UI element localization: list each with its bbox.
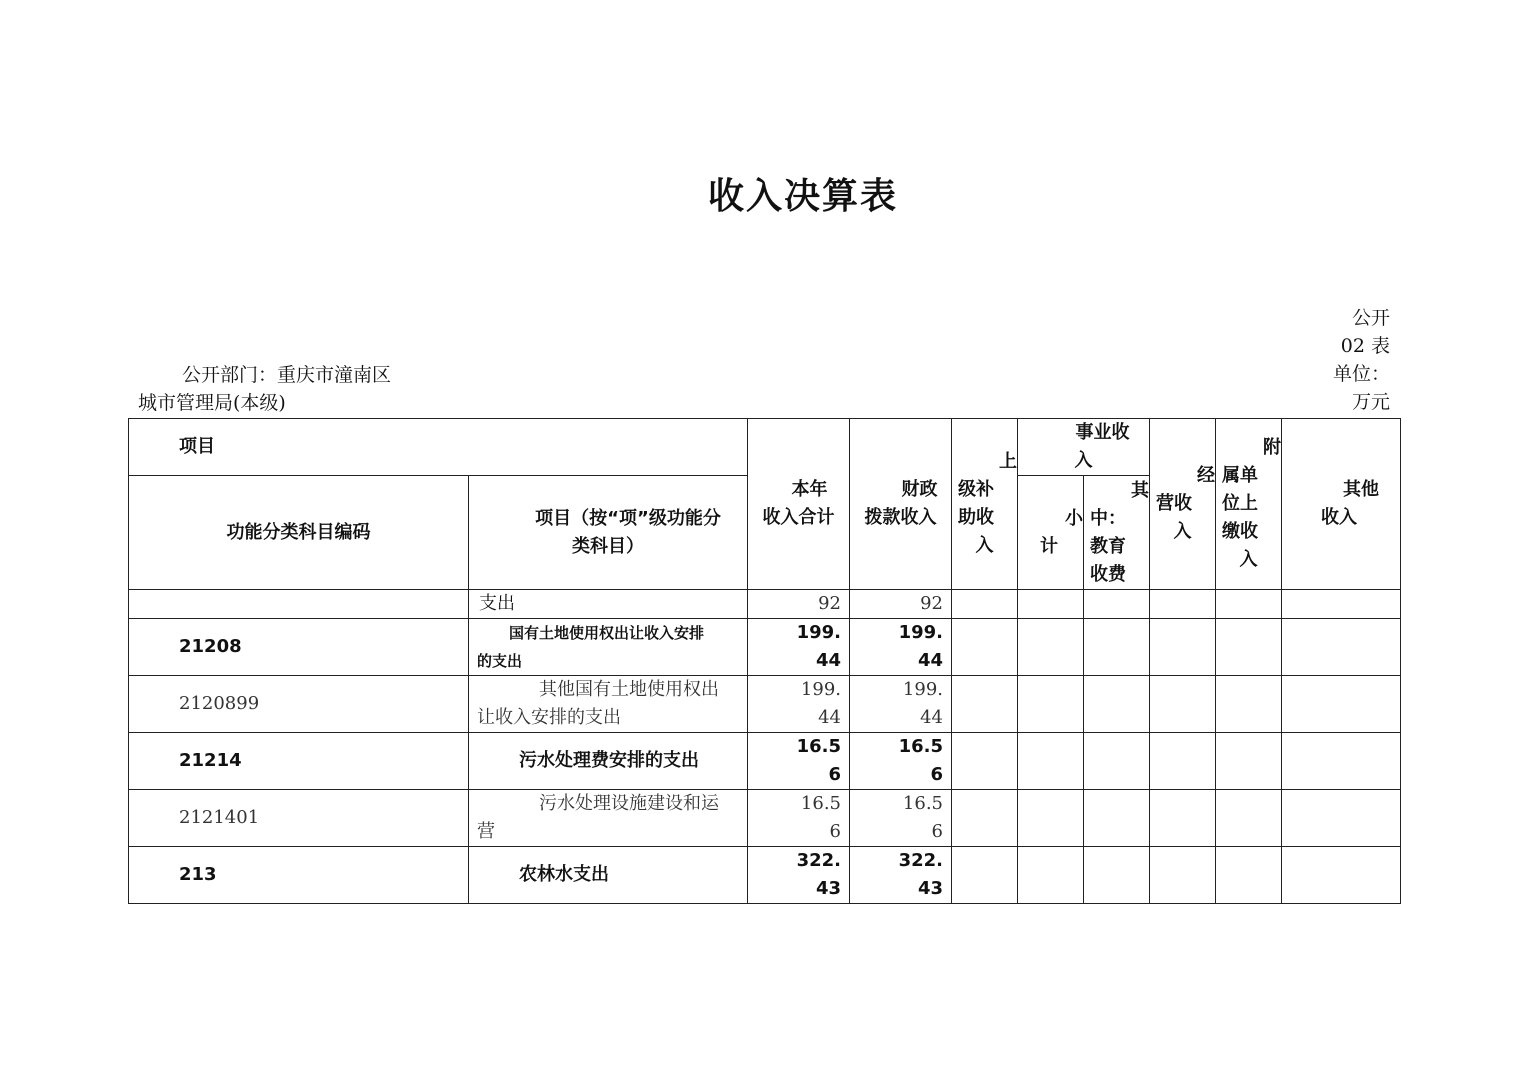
empty-cell — [1150, 619, 1216, 676]
name-line2: 营 — [477, 821, 495, 842]
empty-cell — [1150, 847, 1216, 904]
fiscal-line2: 44 — [920, 707, 943, 728]
department-line1: 公开部门：重庆市潼南区 — [182, 364, 392, 386]
empty-cell — [1084, 790, 1150, 847]
income-table — [128, 418, 1401, 904]
empty-cell — [952, 619, 1018, 676]
header-career-line2: 入 — [1074, 450, 1093, 471]
empty-cell — [1150, 676, 1216, 733]
table-row — [129, 676, 1401, 733]
total-line1: 322. — [796, 850, 841, 871]
empty-cell — [1084, 676, 1150, 733]
header-affiliated-line2: 属单 — [1222, 465, 1258, 486]
empty-cell — [1018, 847, 1084, 904]
header-edu-line3: 教育 — [1090, 535, 1126, 557]
table-row — [129, 847, 1401, 904]
total-line2: 6 — [829, 821, 841, 842]
empty-cell — [1216, 676, 1282, 733]
empty-cell — [952, 847, 1018, 904]
empty-cell — [1216, 790, 1282, 847]
header-affiliated — [1216, 419, 1282, 590]
fiscal-line2: 44 — [917, 650, 943, 671]
empty-cell — [952, 790, 1018, 847]
header-superior-line1: 上 — [999, 451, 1017, 472]
header-total — [748, 419, 850, 590]
table-row — [129, 733, 1401, 790]
empty-cell — [1150, 733, 1216, 790]
name-cell: 污水处理费安排的支出 — [469, 733, 748, 790]
header-edu — [1084, 476, 1150, 590]
total-line1: 199. — [796, 622, 841, 643]
header-edu-line2: 中： — [1090, 507, 1126, 529]
name-cell — [469, 676, 748, 733]
header-business-line3: 入 — [1173, 521, 1192, 542]
header-code: 功能分类科目编码 — [129, 476, 469, 590]
name-line1: 其他国有土地使用权出 — [539, 679, 719, 700]
total-cell — [748, 847, 850, 904]
empty-cell — [1084, 847, 1150, 904]
empty-cell — [952, 733, 1018, 790]
unit-line1: 单位： — [1332, 363, 1390, 385]
header-total-line1: 本年 — [791, 479, 828, 500]
header-affiliated-line5: 入 — [1239, 549, 1258, 570]
header-row-1 — [129, 419, 1401, 476]
header-business-line2: 营收 — [1156, 493, 1192, 514]
empty-cell — [1018, 676, 1084, 733]
header-superior — [952, 419, 1018, 590]
empty-cell — [1216, 733, 1282, 790]
code-cell: 213 — [129, 847, 469, 904]
header-total-line2: 收入合计 — [762, 507, 835, 528]
total-line2: 6 — [828, 764, 841, 785]
name-line2: 的支出 — [477, 652, 523, 670]
empty-cell — [1018, 619, 1084, 676]
empty-cell — [1216, 619, 1282, 676]
empty-cell — [1282, 619, 1401, 676]
code-cell — [129, 590, 469, 619]
table-row — [129, 590, 1401, 619]
header-name-line1: 项目（按“项”级功能分 — [535, 507, 721, 529]
header-fiscal-line2: 拨款收入 — [864, 507, 937, 528]
empty-cell — [1282, 676, 1401, 733]
fiscal-line2: 43 — [917, 878, 943, 899]
header-career-line1: 事业收 — [1075, 422, 1130, 443]
total-cell: 92 — [748, 590, 850, 619]
empty-cell — [952, 676, 1018, 733]
name-line2: 让收入安排的支出 — [477, 707, 621, 728]
fiscal-cell — [850, 676, 952, 733]
page-title: 收入决算表 — [707, 176, 898, 217]
fiscal-cell — [850, 619, 952, 676]
header-subtotal-line1: 小 — [1065, 507, 1083, 529]
total-cell — [748, 733, 850, 790]
header-project: 项目 — [129, 419, 748, 476]
header-subtotal — [1018, 476, 1084, 590]
fiscal-cell — [850, 790, 952, 847]
name-line1: 支出 — [479, 593, 515, 614]
code-cell: 2121401 — [129, 790, 469, 847]
total-line2: 44 — [818, 707, 841, 728]
fiscal-line1: 199. — [902, 679, 943, 700]
empty-cell — [1018, 733, 1084, 790]
name-line1: 国有土地使用权出让收入安排 — [509, 624, 705, 642]
empty-cell — [1018, 790, 1084, 847]
total-cell — [748, 619, 850, 676]
fiscal-cell — [850, 733, 952, 790]
name-cell: 农林水支出 — [469, 847, 748, 904]
empty-cell — [1216, 847, 1282, 904]
header-other — [1282, 419, 1401, 590]
total-cell — [748, 676, 850, 733]
header-affiliated-line1: 附 — [1263, 437, 1281, 458]
empty-cell — [1282, 847, 1401, 904]
header-business — [1150, 419, 1216, 590]
name-cell — [469, 619, 748, 676]
empty-cell — [1084, 733, 1150, 790]
total-line1: 199. — [800, 679, 841, 700]
empty-cell — [1282, 790, 1401, 847]
empty-cell — [1282, 590, 1401, 619]
fiscal-cell — [850, 847, 952, 904]
header-fiscal — [850, 419, 952, 590]
header-business-line1: 经 — [1197, 465, 1215, 486]
header-superior-line2: 级补 — [958, 479, 994, 500]
header-other-line2: 收入 — [1321, 507, 1357, 528]
code-cell: 2120899 — [129, 676, 469, 733]
fiscal-line1: 16.5 — [898, 736, 943, 757]
header-superior-line4: 入 — [975, 535, 994, 556]
empty-cell — [1282, 733, 1401, 790]
header-edu-line1: 其 — [1131, 479, 1149, 501]
header-fiscal-line1: 财政 — [901, 479, 938, 500]
header-affiliated-line4: 缴收 — [1222, 521, 1258, 542]
empty-cell — [1216, 590, 1282, 619]
fiscal-line1: 16.5 — [902, 793, 943, 814]
empty-cell — [1150, 790, 1216, 847]
header-name-line2: 类科目） — [572, 535, 644, 557]
empty-cell — [1150, 590, 1216, 619]
header-superior-line3: 助收 — [958, 507, 994, 528]
total-line1: 16.5 — [800, 793, 841, 814]
header-edu-line4: 收费 — [1090, 563, 1126, 585]
department-line2: 城市管理局(本级) — [138, 392, 286, 414]
header-affiliated-line3: 位上 — [1222, 493, 1258, 514]
total-line2: 43 — [815, 878, 841, 899]
table-row — [129, 790, 1401, 847]
fiscal-line1: 322. — [898, 850, 943, 871]
code-cell: 21208 — [129, 619, 469, 676]
total-line1: 16.5 — [796, 736, 841, 757]
header-name — [469, 476, 748, 590]
department-info — [138, 361, 438, 417]
fiscal-line1: 199. — [898, 622, 943, 643]
total-cell — [748, 790, 850, 847]
fiscal-line2: 6 — [931, 821, 943, 842]
fiscal-line2: 6 — [930, 764, 943, 785]
header-subtotal-line2: 计 — [1040, 535, 1058, 557]
name-cell — [469, 590, 748, 619]
table-row — [129, 619, 1401, 676]
form-no-line2: 02 表 — [1340, 335, 1390, 357]
code-cell: 21214 — [129, 733, 469, 790]
header-other-line1: 其他 — [1343, 479, 1379, 500]
header-career — [1018, 419, 1150, 476]
empty-cell — [952, 590, 1018, 619]
empty-cell — [1084, 619, 1150, 676]
empty-cell — [1084, 590, 1150, 619]
form-no-line1: 公开 — [1351, 307, 1390, 329]
name-line1: 污水处理设施建设和运 — [539, 793, 719, 814]
unit-line2: 万元 — [1351, 391, 1390, 413]
empty-cell — [1018, 590, 1084, 619]
name-cell — [469, 790, 748, 847]
total-line2: 44 — [815, 650, 841, 671]
fiscal-cell: 92 — [850, 590, 952, 619]
form-info — [1310, 304, 1390, 416]
